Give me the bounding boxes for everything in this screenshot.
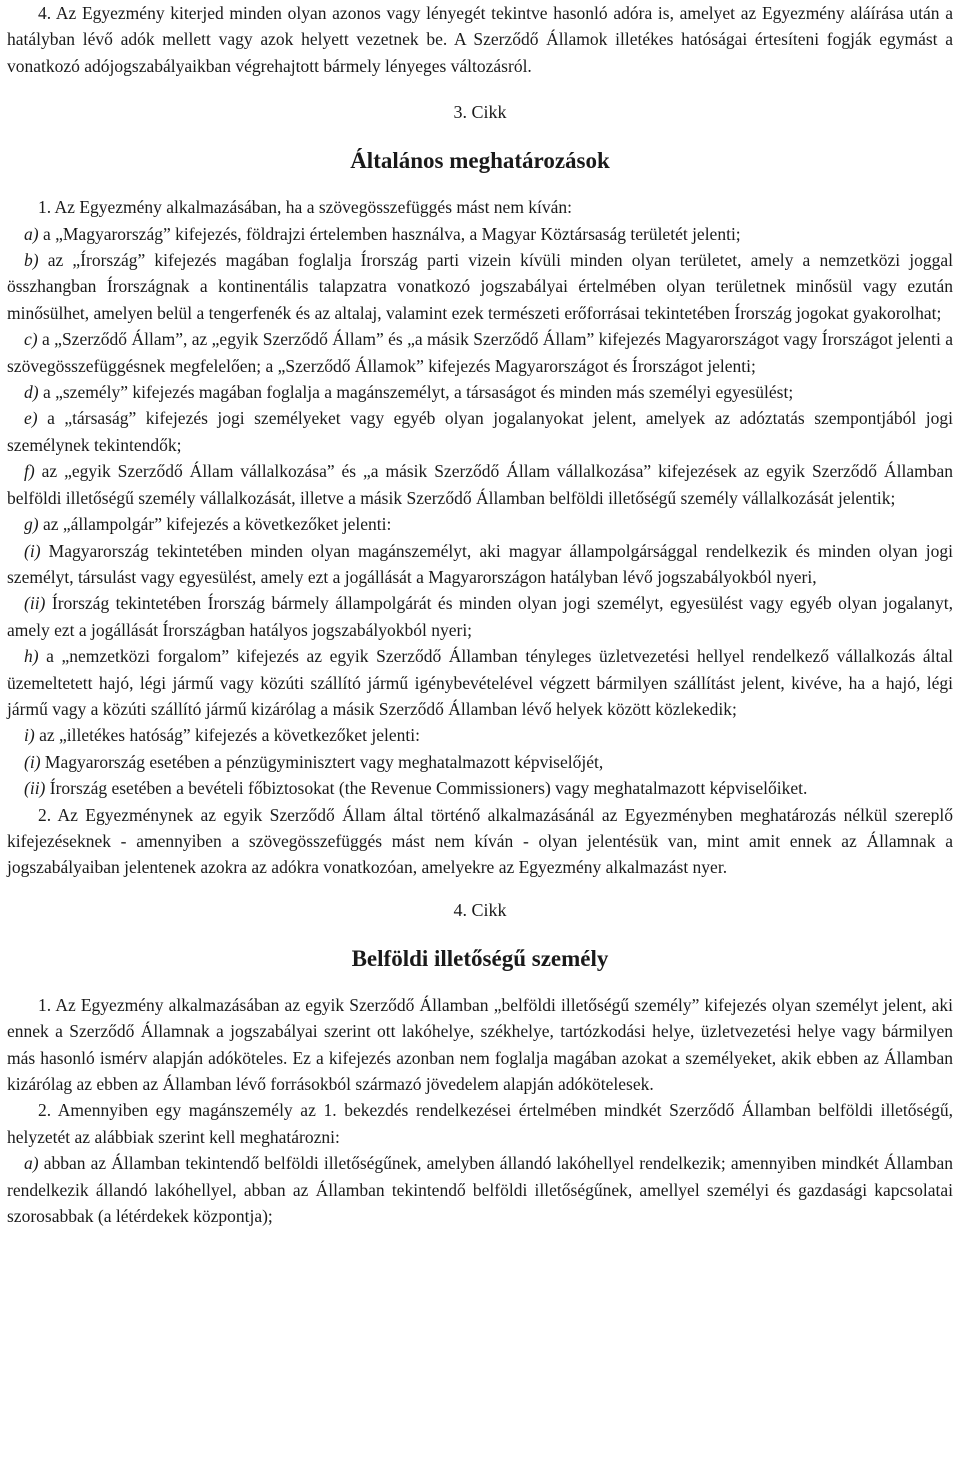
- article-3-number: 3. Cikk: [453, 102, 507, 123]
- definition-i: [7, 722, 953, 748]
- definition-g: [7, 511, 953, 537]
- definition-h: [7, 643, 953, 722]
- item-label: a): [24, 1153, 39, 1174]
- article-2-paragraph-4: 4. Az Egyezmény kiterjed minden olyan azonos vagy lényegét tekintve hasonló adóra is, amelyet az Egyezmény aláírása után a hatályban lévő adók mellett vagy azok helyett vezetnek be. A Szerződő Államok illetékes hatóságai értesíteni fogják egymást a vonatkozó adójogszabályaikban végrehajtott bármely lényeges változásról.: [7, 3, 953, 76]
- definition-f: [7, 458, 953, 511]
- item-text: az „egyik Szerződő Állam vállalkozása” és „a másik Szerződő Állam vállalkozása” kifejezések az egyik Szerződő Államban belföldi illetőségű személy vállalkozását, illetve a másik Szerződő Államban belföldi illetőségű személy vállalkozását jelentik;: [7, 461, 953, 508]
- item-text: Magyarország tekintetében minden olyan magánszemélyt, aki magyar állampolgársággal rendelkezik és minden olyan jogi személyt, társulást vagy egyesülést, amely ezt a jogállását a Magyarországon hatályban lévő jogszabályokból nyeri,: [7, 540, 953, 587]
- item-text: az „állampolgár” kifejezés a következőket jelenti:: [38, 514, 392, 535]
- definition-i-i: [7, 749, 953, 775]
- item-text: abban az Államban tekintendő belföldi illetőségűnek, amelyben állandó lakóhellyel rendelkezik; amennyiben mindkét Államban rendelkezik állandó lakóhellyel, abban az Államban tekintendő belföldi illetőségűnek, amellyel személyi és gazdasági kapcsolatai szorosabbak (a létérdekek központja);: [7, 1153, 953, 1227]
- item-label: a): [24, 223, 39, 244]
- item-label: c): [24, 329, 38, 350]
- definition-g-i: [7, 538, 953, 591]
- residence-rule-a: [7, 1150, 953, 1229]
- item-label: i): [24, 725, 35, 746]
- article-3-paragraph-1-intro: 1. Az Egyezmény alkalmazásában, ha a szövegösszefüggés mást nem kíván:: [38, 197, 573, 218]
- item-text: Írország tekintetében Írország bármely állampolgárát és minden olyan jogi személyt, egyesülést vagy egyéb olyan jogalanyt, amely ezt a jogállását Írországban hatályos jogszabályokból nyeri;: [7, 593, 953, 640]
- item-text: a „személy” kifejezés magában foglalja a magánszemélyt, a társaságot és minden más személyi egyesülést;: [38, 382, 794, 403]
- item-label: e): [24, 408, 38, 429]
- definition-a: [7, 221, 953, 247]
- item-label: g): [24, 514, 39, 535]
- item-label: b): [24, 250, 39, 271]
- item-text: a „Magyarország” kifejezés, földrajzi értelemben használva, a Magyar Köztársaság területét jelenti;: [38, 223, 741, 244]
- item-label: (i): [24, 751, 41, 772]
- item-text: a „Szerződő Állam”, az „egyik Szerződő Állam” és „a másik Szerződő Állam” kifejezés Magyarországot vagy Írországot jelenti a szövegösszefüggésnek megfelelően; a „Szerződő Államok” kifejezés Magyarországot és Írországot jelenti;: [7, 329, 953, 376]
- article-4-paragraph-1: 1. Az Egyezmény alkalmazásában az egyik Szerződő Államban „belföldi illetőségű személy” kifejezés olyan személyt jelent, aki ennek a Szerződő Államnak a jogszabályai szerint ott lakóhelye, székhelye, tartózkodási helye, üzletvezetési helye vagy bármilyen más hasonló ismérv alapján adóköteles. Ez a kifejezés azonban nem foglalja magában azokat a személyeket, akik ebben az Államban kizárólag az ebben az Államban lévő forrásokból származó jövedelem alapján adókötelesek.: [7, 994, 953, 1094]
- article-3-paragraph-2: 2. Az Egyezménynek az egyik Szerződő Állam által történő alkalmazásánál az Egyezményben meghatározás nélkül szereplő kifejezéseknek - amennyiben a szövegösszefüggés mást nem kíván - olyan jelentésük van, mint amit ennek az Államnak a jogszabályaiban jelentenek azokra az adókra vonatkozóan, amelyekre az Egyezmény alkalmazást nyer.: [7, 804, 953, 878]
- item-text: az „Írország” kifejezés magában foglalja Írország parti vizein kívüli minden olyan területet, amely a nemzetközi joggal összhangban Írországnak a kontinentális talapzatra vonatkozó jogszabályai értelmében olyan területnek minősül vagy ezután minősülhet, amelyen belül a tengerfenék és az altalaj, valamint ezek természeti erőforrásai tekintetében Írország jogokat gyakorolhat;: [7, 250, 953, 323]
- item-text: a „társaság” kifejezés jogi személyeket vagy egyéb olyan jogalanyokat jelent, amelyek az adóztatás szempontjából jogi személynek tekintendők;: [7, 408, 953, 455]
- item-label: h): [24, 646, 39, 667]
- item-text: az „illetékes hatóság” kifejezés a következőket jelenti:: [34, 725, 421, 746]
- article-4-paragraph-2: 2. Amennyiben egy magánszemély az 1. bekezdés rendelkezései értelmében mindkét Szerződő Államban belföldi illetőségű, helyzetét az alábbiak szerint kell meghatározni:: [7, 1100, 953, 1147]
- definition-c: [7, 326, 953, 379]
- definition-i-ii: [7, 775, 953, 801]
- item-label: f): [24, 461, 35, 482]
- definition-d: [7, 379, 953, 405]
- definition-e: [7, 405, 953, 458]
- item-label: d): [24, 382, 39, 403]
- definition-g-ii: [7, 590, 953, 643]
- item-text: Magyarország esetében a pénzügyminisztert vagy meghatalmazott képviselőjét,: [40, 751, 604, 772]
- article-4-number: 4. Cikk: [453, 899, 507, 920]
- item-text: Írország esetében a bevételi főbiztosokat (the Revenue Commissioners) vagy meghatalmazott képviselőiket.: [45, 778, 808, 799]
- item-label: (i): [24, 540, 41, 561]
- item-text: a „nemzetközi forgalom” kifejezés az egyik Szerződő Államban tényleges üzletvezetési hellyel rendelkező vállalkozás által üzemeltetett hajó, légi jármű vagy közúti szállító jármű igénybevételével végzett bármilyen szállítást jelent, kivéve, ha a hajó, légi jármű vagy a közúti szállító jármű kizárólag a másik Szerződő Államban lévő helyek között közlekedik;: [7, 646, 953, 719]
- item-label: (ii): [24, 593, 46, 614]
- article-4-title: Belföldi illetőségű személy: [351, 945, 609, 971]
- article-3-title: Általános meghatározások: [350, 148, 610, 174]
- definition-b: [7, 247, 953, 326]
- item-label: (ii): [24, 778, 46, 799]
